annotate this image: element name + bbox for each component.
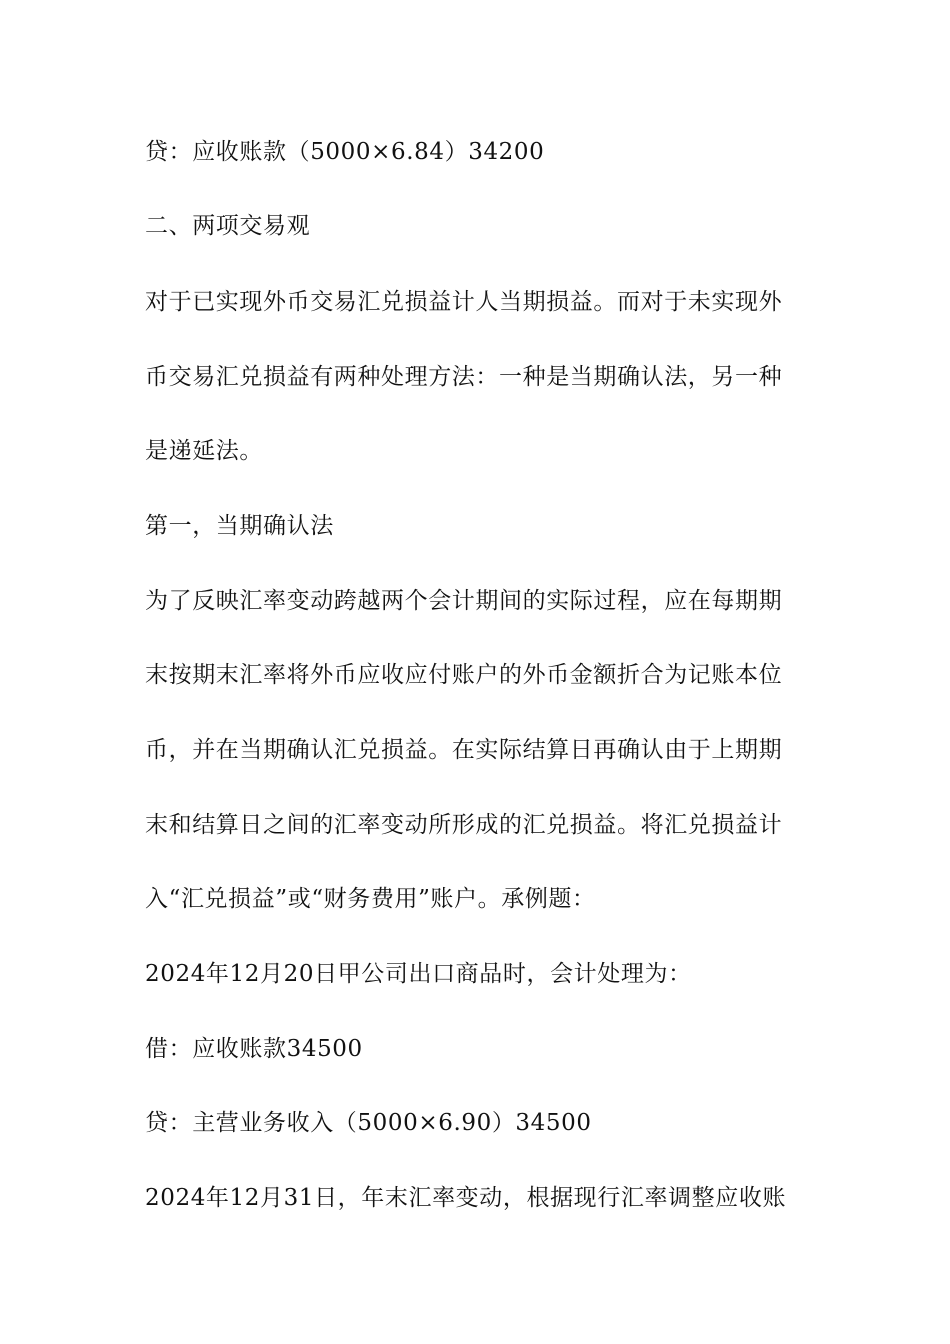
paragraph-line: 为了反映汇率变动跨越两个会计期间的实际过程，应在每期期 <box>145 588 783 614</box>
section-heading-two-transaction-view: 二、两项交易观 <box>145 213 311 239</box>
paragraph-line: 对于已实现外币交易汇兑损益计人当期损益。而对于未实现外 <box>145 289 783 315</box>
paragraph-line: 币，并在当期确认汇兑损益。在实际结算日再确认由于上期期 <box>145 737 783 763</box>
subheading-current-recognition: 第一，当期确认法 <box>145 513 334 539</box>
paragraph-line: 末和结算日之间的汇率变动所形成的汇兑损益。将汇兑损益计 <box>145 812 783 838</box>
text-line-debit-receivable: 借：应收账款34500 <box>145 1036 363 1062</box>
paragraph-line: 入“汇兑损益”或“财务费用”账户。承例题： <box>145 886 596 912</box>
text-line-credit-receivable: 贷：应收账款（5000×6.84）34200 <box>145 139 545 165</box>
text-line-credit-revenue: 贷：主营业务收入（5000×6.90）34500 <box>145 1110 592 1136</box>
paragraph-line: 末按期末汇率将外币应收应付账户的外币金额折合为记账本位 <box>145 662 783 688</box>
paragraph-line-date: 2024年12月31日，年末汇率变动，根据现行汇率调整应收账 <box>145 1185 787 1211</box>
paragraph-line-date: 2024年12月20日甲公司出口商品时，会计处理为： <box>145 961 692 987</box>
paragraph-line: 币交易汇兑损益有两种处理方法：一种是当期确认法，另一种 <box>145 364 783 390</box>
paragraph-line: 是递延法。 <box>145 438 263 464</box>
